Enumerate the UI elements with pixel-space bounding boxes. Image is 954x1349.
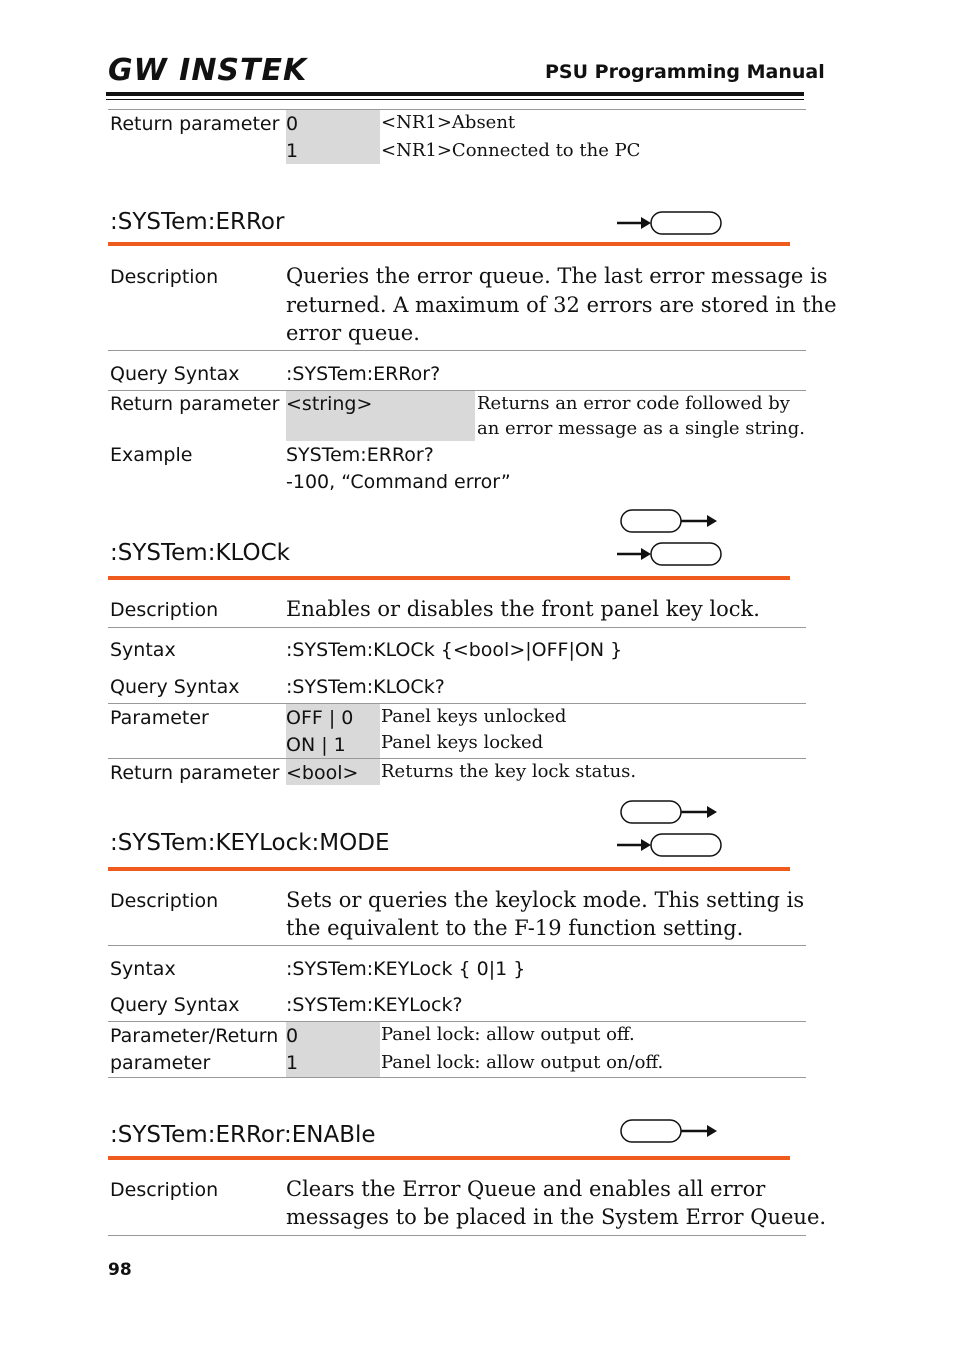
section-rule <box>108 576 790 580</box>
query-syntax-label: Query Syntax <box>110 676 240 698</box>
query-syntax-label: Query Syntax <box>110 363 240 385</box>
divider <box>108 945 806 946</box>
parameter-desc: Panel keys unlocked <box>381 706 567 727</box>
parameter-label: Parameter <box>110 707 209 729</box>
divider <box>108 703 806 704</box>
section-rule <box>108 1156 790 1160</box>
query-syntax-label: Query Syntax <box>110 994 240 1016</box>
query-icon <box>615 541 725 567</box>
parameter-desc: Panel keys locked <box>381 732 544 753</box>
syntax: :SYSTem:KEYLock { 0|1 } <box>286 958 526 980</box>
return-desc: <NR1>Connected to the PC <box>381 140 641 161</box>
return-desc: an error message as a single string. <box>477 418 805 439</box>
parameter-label: Parameter/Return <box>110 1025 279 1047</box>
divider <box>108 1235 806 1236</box>
return-parameter-label: Return parameter <box>110 393 280 415</box>
example-label: Example <box>110 444 193 466</box>
description-line: messages to be placed in the System Error Queue. <box>286 1205 827 1229</box>
return-value: 1 <box>286 140 299 162</box>
return-desc: Returns the key lock status. <box>381 761 637 782</box>
svg-text:GW INSTEK: GW INSTEK <box>108 53 308 88</box>
value-shading <box>286 1022 380 1077</box>
divider <box>108 109 806 110</box>
example-line: -100, “Command error” <box>286 471 511 493</box>
description-line: returned. A maximum of 32 errors are stored in the <box>286 293 837 317</box>
description-line: Clears the Error Queue and enables all error <box>286 1177 766 1201</box>
return-parameter-label: Return parameter <box>110 762 280 784</box>
header-rule <box>106 92 804 96</box>
return-desc: <NR1>Absent <box>381 112 516 133</box>
description-label: Description <box>110 890 219 912</box>
section-title: :SYSTem:ERRor <box>110 209 285 235</box>
description-line: the equivalent to the F-19 function setting. <box>286 916 744 940</box>
parameter-value: 0 <box>286 1025 299 1047</box>
section-title: :SYSTem:KEYLock:MODE <box>110 830 390 856</box>
description-label: Description <box>110 599 219 621</box>
description-label: Description <box>110 266 219 288</box>
gw-instek-logo <box>108 53 308 88</box>
query-syntax: :SYSTem:ERRor? <box>286 363 441 385</box>
section-title: :SYSTem:KLOCk <box>110 540 291 566</box>
return-value: <string> <box>286 393 373 415</box>
divider <box>108 758 806 759</box>
set-icon <box>615 508 725 534</box>
header-rule-thin <box>106 99 804 100</box>
example-line: SYSTem:ERRor? <box>286 444 434 466</box>
manual-title: PSU Programming Manual <box>545 61 825 83</box>
description-line: error queue. <box>286 321 420 345</box>
section-rule <box>108 242 790 246</box>
return-desc: Returns an error code followed by <box>477 393 790 414</box>
description-line: Queries the error queue. The last error message is <box>286 264 828 288</box>
syntax: :SYSTem:KLOCk {<bool>|OFF|ON } <box>286 639 623 661</box>
query-icon <box>615 210 725 236</box>
description-line: Sets or queries the keylock mode. This setting is <box>286 888 805 912</box>
description-label: Description <box>110 1179 219 1201</box>
syntax-label: Syntax <box>110 639 176 661</box>
section-title: :SYSTem:ERRor:ENABle <box>110 1122 376 1148</box>
query-syntax: :SYSTem:KEYLock? <box>286 994 463 1016</box>
divider <box>108 627 806 628</box>
set-icon <box>615 1118 725 1144</box>
return-parameter-label: Return parameter <box>110 113 280 135</box>
query-icon <box>615 832 725 858</box>
description-line: Enables or disables the front panel key lock. <box>286 597 760 621</box>
page-number: 98 <box>108 1260 132 1280</box>
return-value: 0 <box>286 113 299 135</box>
set-icon <box>615 799 725 825</box>
divider <box>108 1077 806 1078</box>
query-syntax: :SYSTem:KLOCk? <box>286 676 445 698</box>
parameter-desc: Panel lock: allow output on/off. <box>381 1052 664 1073</box>
value-shading <box>286 110 380 164</box>
parameter-value: OFF | 0 <box>286 707 354 729</box>
divider <box>108 350 806 351</box>
parameter-value: 1 <box>286 1052 299 1074</box>
section-rule <box>108 867 790 871</box>
parameter-desc: Panel lock: allow output off. <box>381 1024 635 1045</box>
return-value: <bool> <box>286 762 359 784</box>
divider <box>108 1021 806 1022</box>
parameter-value: ON | 1 <box>286 734 346 756</box>
syntax-label: Syntax <box>110 958 176 980</box>
parameter-label: parameter <box>110 1052 211 1074</box>
